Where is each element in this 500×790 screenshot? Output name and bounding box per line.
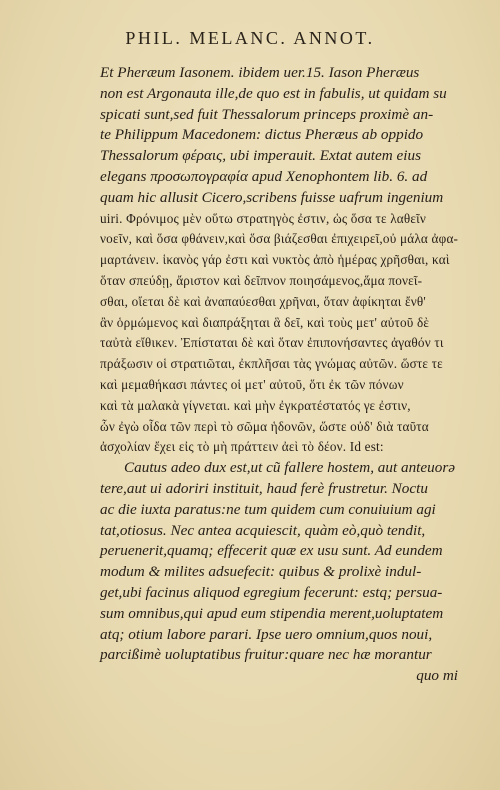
- text-line: tere,aut ui adoriri instituit, haud ferè frustretur. Noctu: [100, 479, 428, 497]
- greek-text-line: καὶ μεμαθήκασι πάντες οἱ μετ' αὐτοῦ, ὅτι ἐκ τῶν πόνων: [100, 376, 404, 392]
- text-line: tat,otiosus. Nec antea acquiescit, quàm eò,quò tendit,: [100, 521, 426, 539]
- greek-text-line: ἂν ὁρμώμενος καὶ διαπράξηται ἃ δεῖ, καὶ τοὺς μετ' αὐτοῦ δὲ: [100, 314, 430, 330]
- greek-text-line: uiri. Φρόνιμος μὲν οὕτω στρατηγὸς ἐστιν, ὡς ὅσα τε λαθεῖν: [100, 210, 427, 226]
- text-line: te Philippum Macedonem: dictus Pheræus ab oppido: [100, 126, 424, 144]
- text-line: ac die iuxta paratus:ne tum quidem cum conuiuium agi: [100, 500, 436, 518]
- greek-text-line: ταὐτὰ εἴθικεν. Ἐπίσταται δὲ καὶ ὅταν ἐπιπονήσαντες ἀγαθόν τι: [100, 335, 444, 351]
- greek-text-line: ὅταν σπεύδῃ, ἄριστον καὶ δεῖπνον ποιησάμενος,ἅμα πονεῖ-: [100, 272, 423, 288]
- text-line: sum omnibus,qui apud eum stipendia merent,uoluptatem: [100, 604, 444, 622]
- greek-text-line: ὧν ἐγὼ οἶδα τῶν περὶ τὸ σῶμα ἡδονῶν, ὥστε οὐδ' διὰ ταῦτα: [100, 418, 429, 434]
- text-line: get,ubi facinus aliquod egregium fecerunt: estq; persua-: [100, 583, 443, 601]
- text-line: spicati sunt,sed fuit Thessalorum princeps proximè an-: [100, 105, 434, 123]
- greek-text-line: πράξωσιν οἱ στρατιῶται, ἐκπλῆσαι τὰς γνώμας αὐτῶν. ὥστε τε: [100, 356, 443, 372]
- text-line: Cautus adeo dux est,ut cũ fallere hostem, aut anteuorə: [124, 459, 455, 477]
- greek-text-line: σθαι, οἴεται δὲ καὶ ἀναπαύεσθαι χρῆναι, ὅταν ἀφίκηται ἔνθ': [100, 293, 427, 309]
- greek-text-line: ἀσχολίαν ἔχει εἰς τὸ μὴ πράττειν ἀεὶ τὸ δέον. Id est:: [100, 439, 384, 455]
- text-line: Et Pheræum Iasonem. ibidem uer.15. Iason Pheræus: [100, 64, 420, 81]
- text-line: elegans προσωπογραφία apud Xenophontem lib. 6. ad: [100, 167, 428, 185]
- text-line: quam hic allusit Cicero,scribens fuisse uafrum ingenium: [100, 188, 444, 206]
- text-line: modum & milites adsuefecit: quibus & prolixè indul-: [100, 563, 422, 581]
- greek-text-line: καὶ τὰ μαλακὰ γίγνεται. καὶ μὴν ἐγκρατέστατός γε ἐστιν,: [100, 397, 411, 413]
- greek-text-line: νοεῖν, καὶ ὅσα φθάνειν,καὶ ὅσα βιάζεσθαι ἐπιχειρεῖ,οὐ μάλα ἀφα-: [100, 231, 459, 247]
- running-header: PHIL. MELANC. ANNOT.: [125, 28, 375, 48]
- text-line: atq; otium labore parari. Ipse uero omnium,quos noui,: [100, 625, 433, 643]
- greek-text-line: μαρτάνειν. ἱκανὸς γάρ ἐστι καὶ νυκτὸς ἀπὸ ἡμέρας χρῆσθαι, καὶ: [100, 252, 450, 268]
- text-line: parcißimè uoluptatibus fruitur:quare nec hæ morantur: [100, 646, 432, 664]
- text-block: [100, 63, 468, 687]
- catchword: quo mi: [416, 667, 458, 685]
- text-line: peruenerit,quamq; effecerit quæ ex usu sunt. Ad eundem: [100, 542, 443, 560]
- text-line: non est Argonauta ille,de quo est in fabulis, ut quidam su: [100, 84, 447, 102]
- text-line: Thessalorum φέραις, ubi imperauit. Extat autem eius: [100, 147, 421, 165]
